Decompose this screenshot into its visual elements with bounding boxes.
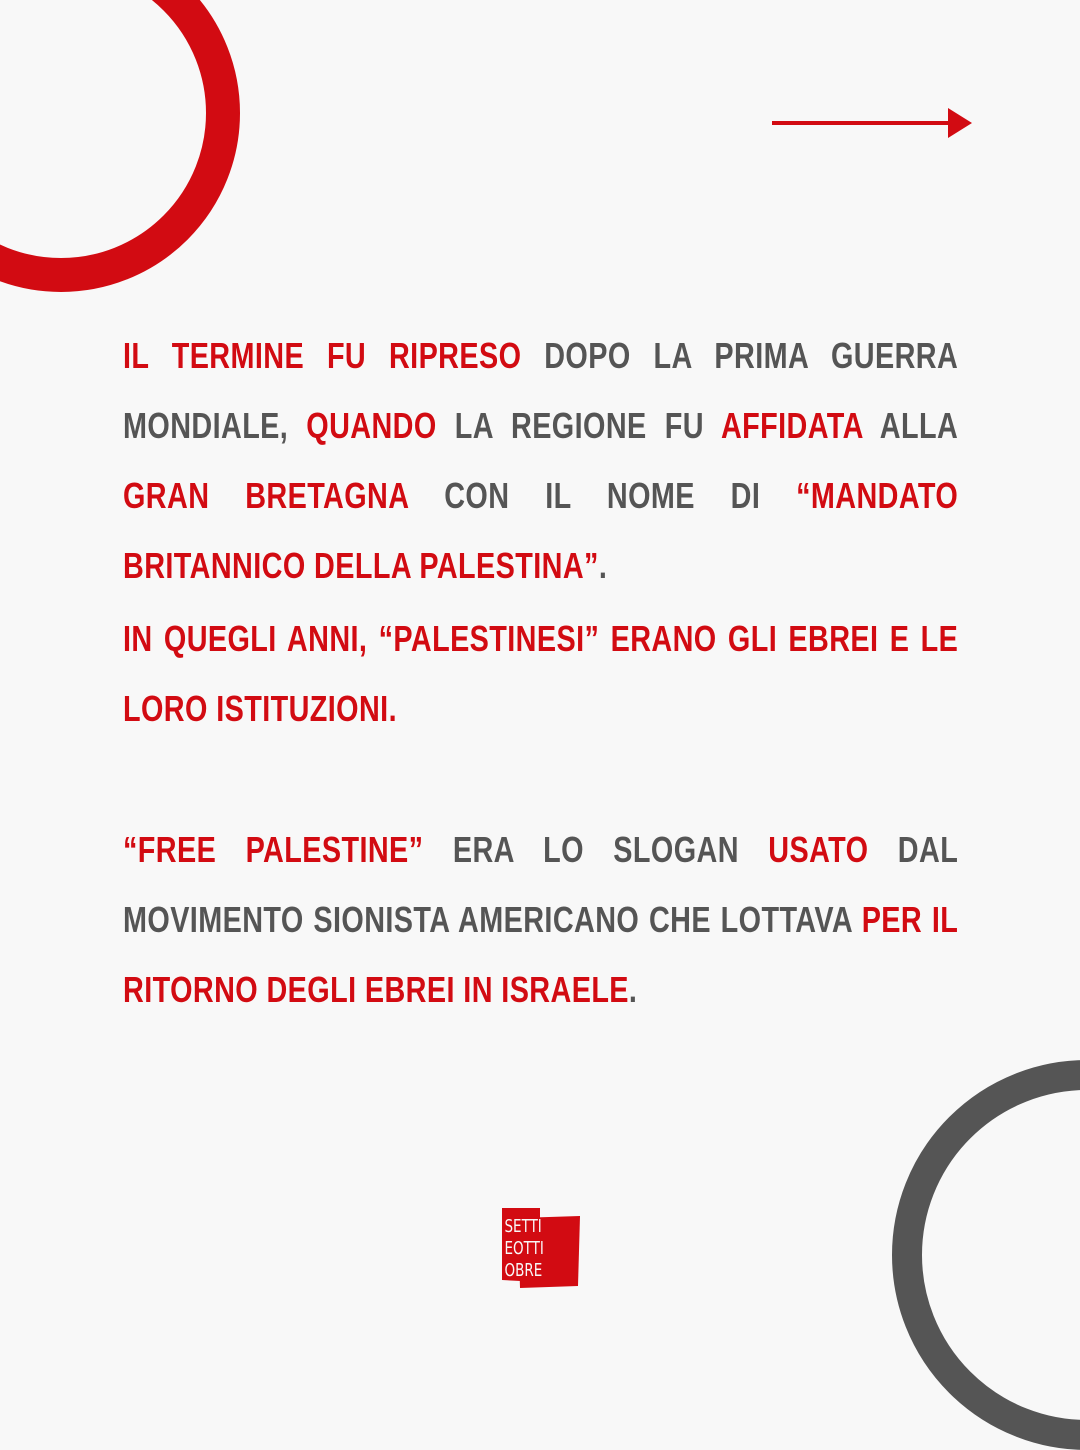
- text-segment: .: [598, 545, 608, 586]
- logo-line-1: SETTI: [504, 1215, 542, 1237]
- text-segment: DAL MOVIMENTO SIONISTA AMERICANO CHE LOTTAVA: [123, 829, 959, 940]
- text-segment: IL TERMINE FU RIPRESO: [123, 335, 522, 376]
- text-segment: IN QUEGLI ANNI, “PALESTINESI” ERANO GLI EBREI E LE LORO ISTITUZIONI.: [123, 618, 959, 729]
- decorative-gray-ring: [892, 1060, 1080, 1450]
- logo-line-3: OBRE: [504, 1259, 543, 1281]
- text-segment: “FREE PALESTINE”: [123, 829, 424, 870]
- text-segment: CON IL NOME DI: [408, 475, 797, 516]
- paragraph-2: [123, 604, 958, 744]
- logo-line-2: EOTTI: [504, 1237, 544, 1259]
- decorative-red-ring: [0, 0, 240, 292]
- text-segment: .: [628, 969, 638, 1010]
- text-segment: ALLA: [862, 405, 959, 446]
- text-segment: AFFIDATA: [720, 405, 863, 446]
- text-segment: PER IL RITORNO DEGLI EBREI IN ISRAELE: [123, 899, 959, 1010]
- arrow-right-icon[interactable]: [772, 106, 972, 140]
- brand-logo: [500, 1208, 580, 1288]
- text-segment: DOPO LA PRIMA GUERRA MONDIALE,: [123, 335, 959, 446]
- text-segment: USATO: [768, 829, 869, 870]
- text-segment: “MANDATO BRITANNICO DELLA PALESTINA”: [123, 475, 959, 586]
- text-segment: QUANDO: [306, 405, 437, 446]
- paragraph-3: [123, 815, 958, 1025]
- paragraph-1: [123, 321, 958, 601]
- text-segment: ERA LO SLOGAN: [423, 829, 769, 870]
- text-segment: GRAN BRETAGNA: [123, 475, 409, 516]
- text-segment: LA REGIONE FU: [436, 405, 721, 446]
